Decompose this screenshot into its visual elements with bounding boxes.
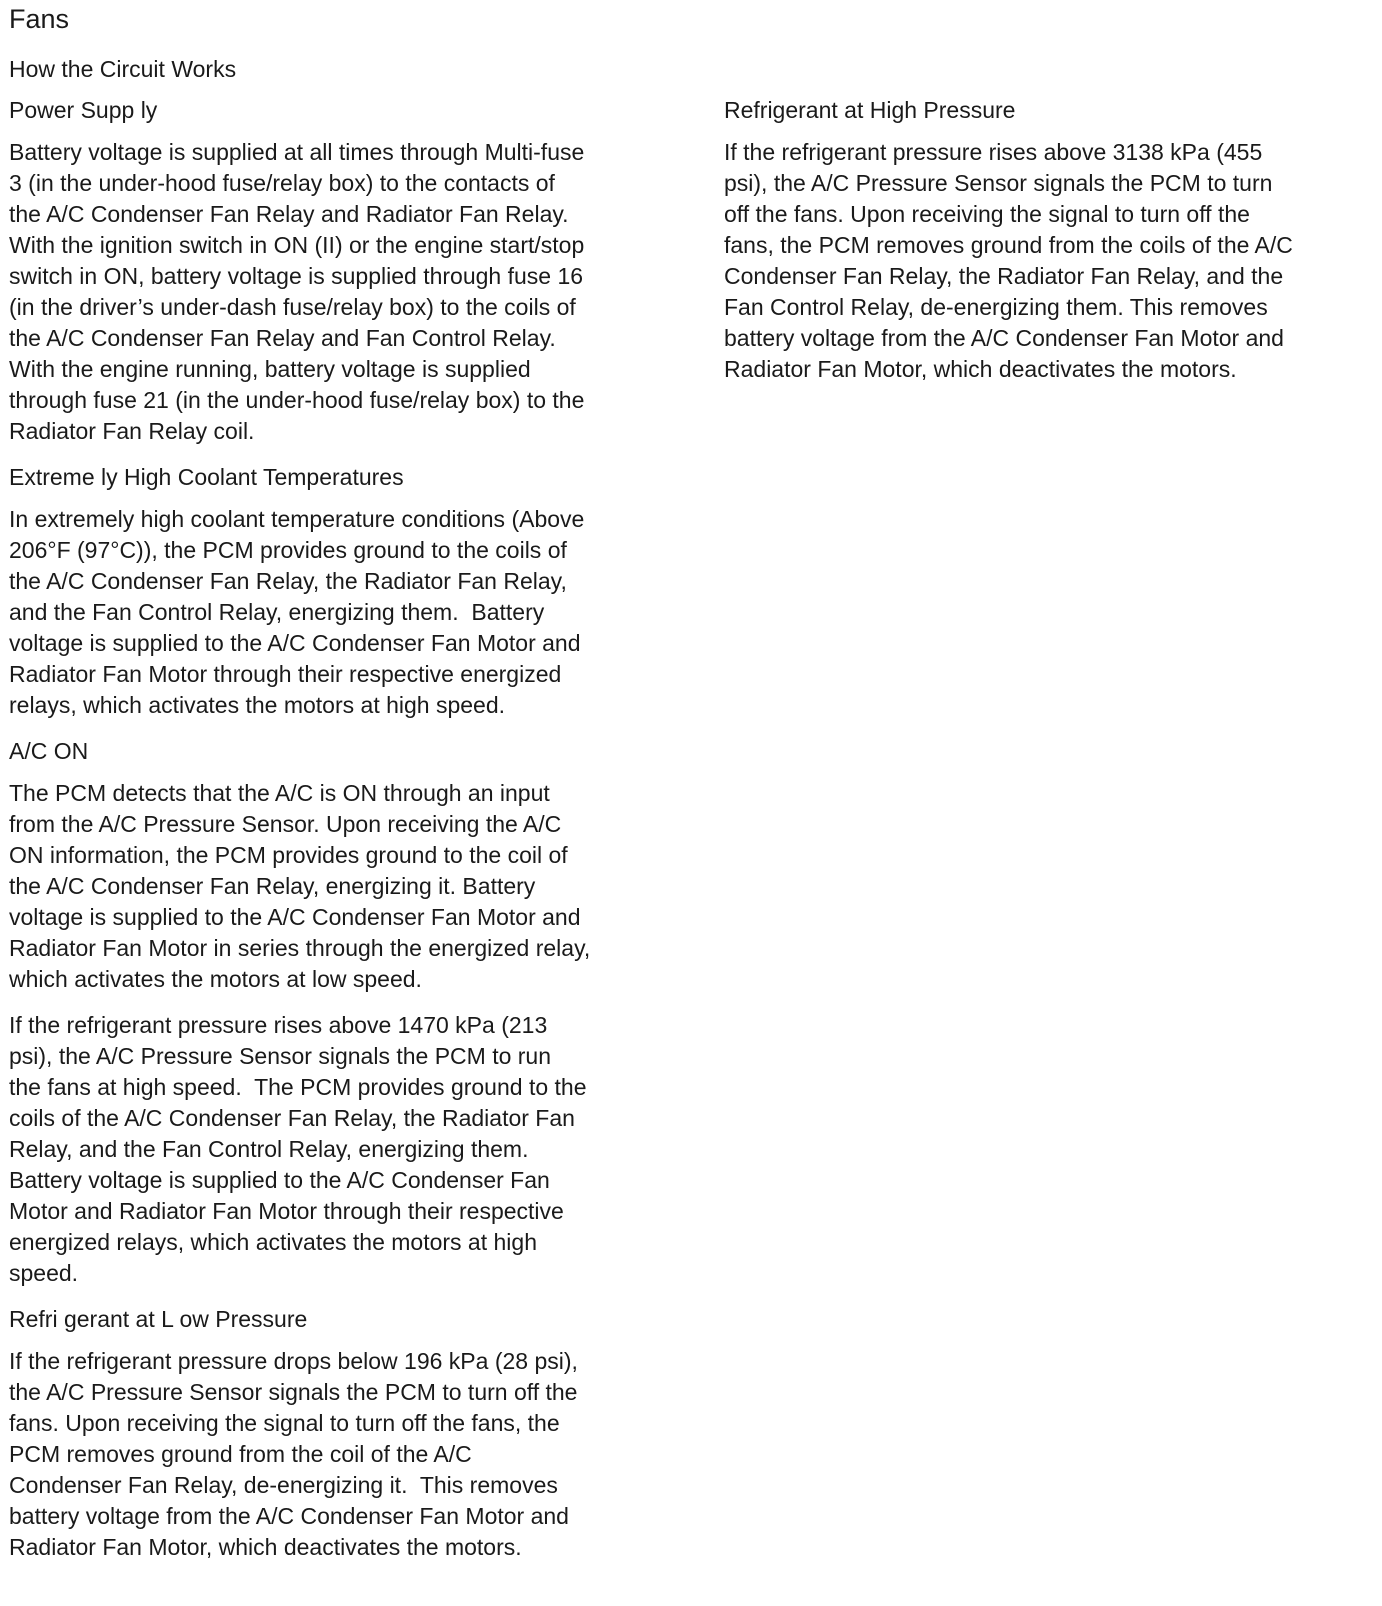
low-pressure-paragraph: If the refrigerant pressure drops below 196 kPa (28 psi), the A/C Pressure Sensor signals the PCM to turn off the fans. Upon receiving the signal to turn off the fans, the PCM removes ground from the coil of the A/C Condenser Fan Relay, de-energizing it. This removes battery voltage from the A/C Condenser Fan Motor and Radiator Fan Motor, which deactivates the motors. bbox=[9, 1348, 578, 1560]
high-coolant-heading: Extreme ly High Coolant Temperatures bbox=[9, 464, 404, 490]
high-pressure-paragraph: If the refrigerant pressure rises above 3138 kPa (455 psi), the A/C Pressure Sensor signals the PCM to turn off the fans. Upon receiving the signal to turn off the fans, the PCM removes ground from the coils of the A/C Condenser Fan Relay, the Radiator Fan Relay, and the Fan Control Relay, de-energizing them. This removes battery voltage from the A/C Condenser Fan Motor and Radiator Fan Motor, which deactivates the motors. bbox=[724, 139, 1293, 382]
high-coolant-paragraph: In extremely high coolant temperature conditions (Above 206°F (97°C)), the PCM provides ground to the coils of the A/C Condenser Fan Relay, the Radiator Fan Relay, and the Fan Control Relay, energizing them. Battery voltage is supplied to the A/C Condenser Fan Motor and Radiator Fan Motor through their respective energized relays, which activates the motors at high speed. bbox=[9, 506, 585, 718]
low-pressure-heading: Refri gerant at L ow Pressure bbox=[9, 1306, 308, 1332]
high-pressure-heading: Refrigerant at High Pressure bbox=[724, 97, 1016, 123]
power-supply-heading: Power Supp ly bbox=[9, 97, 158, 123]
power-supply-paragraph: Battery voltage is supplied at all times through Multi-fuse 3 (in the under-hood fuse/relay box) to the contacts of the A/C Condenser Fan Relay and Radiator Fan Relay. With the ignition switch in ON (II) or the engine start/stop switch in ON, battery voltage is supplied through fuse 16 (in the driver’s under-dash fuse/relay box) to the coils of the A/C Condenser Fan Relay and Fan Control Relay. With the engine running, battery voltage is supplied through fuse 21 (in the under-hood fuse/relay box) to the Radiator Fan Relay coil. bbox=[9, 139, 585, 444]
left-column bbox=[9, 95, 689, 1578]
ac-on-heading: A/C ON bbox=[9, 738, 89, 764]
section-heading: How the Circuit Works bbox=[9, 56, 237, 82]
page-title: Fans bbox=[9, 4, 70, 34]
ac-high-speed-paragraph: If the refrigerant pressure rises above 1470 kPa (213 psi), the A/C Pressure Sensor signals the PCM to run the fans at high speed. The PCM provides ground to the coils of the A/C Condenser Fan Relay, the Radiator Fan Relay, and the Fan Control Relay, energizing them. Battery voltage is supplied to the A/C Condenser Fan Motor and Radiator Fan Motor through their respective energized relays, which activates the motors at high speed. bbox=[9, 1012, 587, 1286]
ac-on-paragraph: The PCM detects that the A/C is ON through an input from the A/C Pressure Sensor. Upon receiving the A/C ON information, the PCM provides ground to the coil of the A/C Condenser Fan Relay, energizing it. Battery voltage is supplied to the A/C Condenser Fan Motor and Radiator Fan Motor in series through the energized relay, which activates the motors at low speed. bbox=[9, 780, 591, 992]
right-column bbox=[724, 95, 1382, 400]
